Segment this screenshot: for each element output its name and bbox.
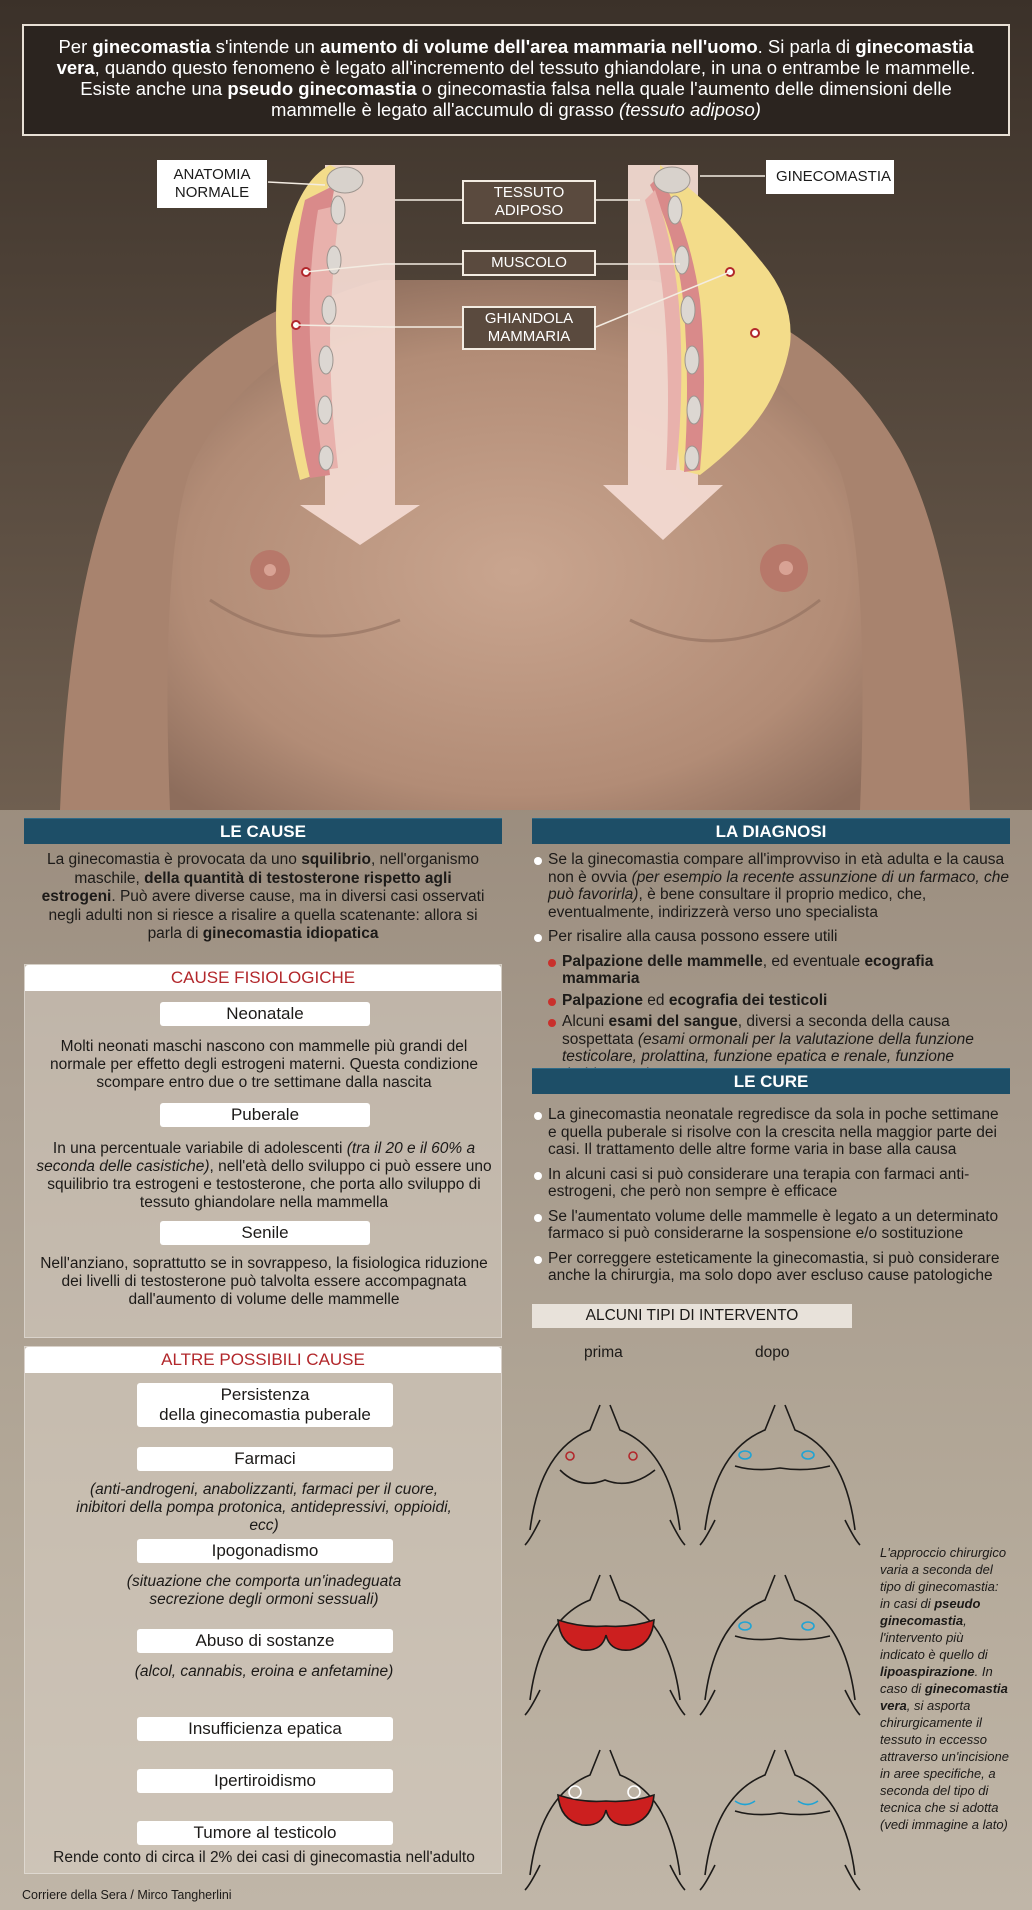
physiological-causes-title: CAUSE FISIOLOGICHE — [25, 965, 501, 991]
diagnosis-header: LA DIAGNOSI — [532, 818, 1010, 844]
after-torso-1 — [700, 1405, 860, 1545]
hypogonadism-text: (situazione che comporta un'inadeguata secrezione degli ormoni sessuali) — [126, 1573, 402, 1608]
testicular-tumor-text: Rende conto di circa il 2% dei casi di ginecomastia nell'adulto — [53, 1849, 475, 1866]
other-causes-panel — [24, 1346, 502, 1874]
adipose-tissue-label: TESSUTO ADIPOSO — [462, 180, 596, 224]
causes-header: LE CAUSE — [24, 818, 502, 844]
physiological-causes-panel — [24, 964, 502, 1338]
diagnosis-subitem: Palpazione delle mammelle, ed eventuale ecografia mammaria — [532, 953, 1010, 988]
testicular-tumor-label: Tumore al testicolo — [137, 1821, 393, 1845]
before-torso-1 — [525, 1405, 685, 1545]
intervention-diagrams — [520, 1370, 880, 1910]
mammary-gland-label: GHIANDOLA MAMMARIA — [462, 306, 596, 350]
cures-item: Se l'aumentato volume delle mammelle è legato a un determinato farmaco si può considerarne la sospensione e/o sostituzione — [532, 1208, 1010, 1243]
substance-abuse-text: (alcol, cannabis, eroina e anfetamine) — [134, 1663, 394, 1680]
neonatal-text: Molti neonati maschi nascono con mammelle più grandi del normale per effetto degli estrogeni materni. Questa condizione scompare entro due o tre settimane dalla nascita — [50, 1038, 478, 1091]
before-label: prima — [584, 1344, 623, 1361]
hypogonadism-label: Ipogonadismo — [137, 1539, 393, 1563]
diagnosis-subitem: Alcuni esami del sangue, diversi a seconda della causa sospettata (esami ormonali per la valutazione della funzione testicolare, prolattina, funzione epatica e renale, funzione — [532, 1013, 1010, 1083]
drugs-text: (anti-androgeni, anabolizzanti, farmaci per il cuore, inibitori della pompa protonica, antidepressivi, oppioidi, ecc) — [76, 1481, 452, 1534]
diagnosis-list — [532, 851, 1010, 1087]
causes-intro: La ginecomastia è provocata da uno squilibrio, nell'organismo maschile, della quantità di testosterone rispetto agli estrogeni. Può avere diverse cause, ma in diversi casi osservati negli adulti non si riesce a risalire a quella scatenante: allora si parla di ginecomastia idiopatica — [41, 851, 485, 942]
cures-list — [532, 1106, 1010, 1292]
other-causes-title: ALTRE POSSIBILI CAUSE — [25, 1347, 501, 1373]
after-label: dopo — [755, 1344, 790, 1361]
interventions-note: L'approccio chirurgico varia a seconda del tipo di ginecomastia: in casi di pseudo ginecomastia, l'intervento più indicato è quello di lipoaspirazione. In caso di ginecomastia vera, si asporta chirurgicamente il tessuto in eccesso attraverso un'incisione in aree specifiche, a seconda del tipo di tecnica che si adotta (vedi immagine a lato) — [880, 1545, 1009, 1832]
after-torso-3 — [700, 1750, 860, 1890]
senile-label: Senile — [160, 1221, 370, 1245]
muscle-label: MUSCOLO — [462, 250, 596, 276]
persistence-label: Persistenza della ginecomastia puberale — [137, 1383, 393, 1427]
diagnosis-item: Per risalire alla causa possono essere utili — [532, 928, 1010, 946]
credit: Corriere della Sera / Mirco Tangherlini — [22, 1888, 232, 1902]
senile-text: Nell'anziano, soprattutto se in sovrappeso, la fisiologica riduzione dei livelli di testosterone può talvolta essere accompagnata dall'aumento di volume delle mammelle — [40, 1255, 488, 1308]
diagnosis-item: Se la ginecomastia compare all'improvviso in età adulta e la causa non è ovvia (per esempio la recente assunzione di un farmaco, che può favorirla), è bene consultare il proprio medico, che, eventualmente, indirizzerà verso uno specialista — [532, 851, 1010, 921]
puberal-text: In una percentuale variabile di adolescenti (tra il 20 e il 60% a seconda delle casistiche), nell'età dello sviluppo ci può essere uno squilibrio tra estrogeni e testosterone, che porta allo sviluppo di tessuto ghiandolare nella mammella — [36, 1140, 492, 1211]
before-torso-2 — [525, 1575, 685, 1715]
interventions-title: ALCUNI TIPI DI INTERVENTO — [532, 1304, 852, 1328]
hero-illustration — [0, 0, 1032, 810]
neonatal-label: Neonatale — [160, 1002, 370, 1026]
cures-item: Per correggere esteticamente la ginecomastia, si può considerare anche la chirurgia, ma solo dopo aver escluso cause patologiche — [532, 1250, 1010, 1285]
cures-item: In alcuni casi si può considerare una terapia con farmaci anti-estrogeni, che però non sempre è efficace — [532, 1166, 1010, 1201]
intro-box: Per ginecomastia s'intende un aumento di volume dell'area mammaria nell'uomo. Si parla di ginecomastia vera, quando questo fenomeno è legato all'incremento del tessuto ghiandolare, in una o entrambe le mammelle. Esiste anche una pseudo ginecomastia o ginecomastia falsa nella quale l'aumento delle dimensioni delle mammelle è legato all'accumulo di grasso (tessuto adiposo) — [22, 24, 1010, 136]
drugs-label: Farmaci — [137, 1447, 393, 1471]
substance-abuse-label: Abuso di sostanze — [137, 1629, 393, 1653]
after-torso-2 — [700, 1575, 860, 1715]
before-torso-3 — [525, 1750, 685, 1890]
normal-anatomy-label: ANATOMIA NORMALE — [157, 160, 267, 208]
puberal-label: Puberale — [160, 1103, 370, 1127]
liver-failure-label: Insufficienza epatica — [137, 1717, 393, 1741]
cures-item: La ginecomastia neonatale regredisce da sola in poche settimane e quella puberale si risolve con la crescita nella maggior parte dei casi. Il trattamento delle altre forme varia in base alla causa — [532, 1106, 1010, 1159]
cures-header: LE CURE — [532, 1068, 1010, 1094]
diagnosis-subitem: Palpazione ed ecografia dei testicoli — [532, 992, 1010, 1010]
gynecomastia-label: GINECOMASTIA — [766, 160, 894, 194]
hyperthyroidism-label: Ipertiroidismo — [137, 1769, 393, 1793]
